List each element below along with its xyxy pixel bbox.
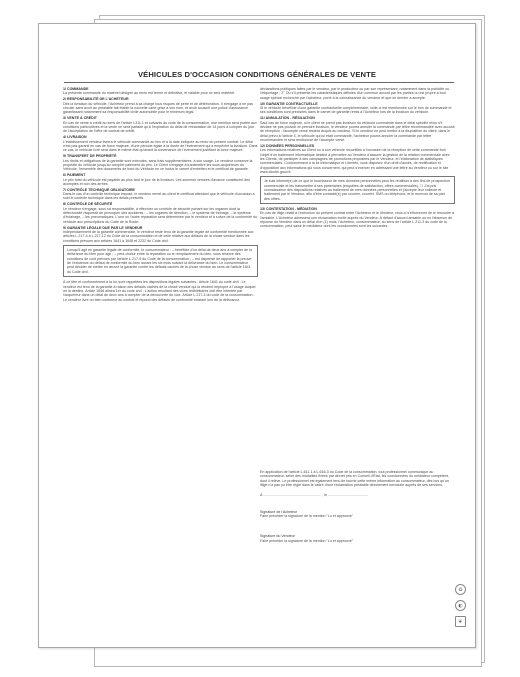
- place-date-line[interactable]: À .......................................................... , le ........................................: [260, 493, 369, 498]
- section-heading: 6/ PAIEMENT: [63, 173, 86, 178]
- buyer-signature-note: Faire précéder la signature de la mention "Lu et approuvé": [260, 514, 354, 519]
- section-controle-technique: [63, 188, 258, 201]
- section-heading: 13/ CONTESTATION - MÉDIATION: [260, 207, 317, 212]
- eco-icons: [455, 584, 469, 632]
- section-body: Si le véhicule bénéficie d'une garantie contractuelle complémentaire, celle-ci est mentionnée sur le bon de commande et ses conditions sont précisées dans le carnet de garantie remis à l'Acheteur lors de la livraison du véhicule.: [260, 105, 452, 115]
- seller-signature-block[interactable]: [260, 534, 456, 543]
- section-garantie-contractuelle: [260, 102, 455, 115]
- section-heading: 5/ TRANSFERT DE PROPRIÉTÉ: [63, 154, 117, 159]
- section-body: La présente commande du matériel désigné au recto est ferme et définitive, et valable pour ce seul matériel.: [63, 91, 235, 96]
- section-body: Dans le cas d'un contrôle technique imposé, le vendeur remet au client le certificat attestant que le véhicule d'occasion a subi le contrôle technique dans les délais prescrits.: [63, 192, 255, 201]
- section-heading: 2/ RESPONSABILITÉ DE L'ACHETEUR: [63, 97, 129, 102]
- section-body: Indépendamment de la garantie commerciale, le vendeur reste tenu de la garantie légale de conformité mentionnée aux articles L.217-4 à L.217-12 du Code de la consommation et de celle relative aux défauts de la chose vendue dans les conditions prévues aux articles 1641 à 1648 et 2232 du Code civil.: [63, 230, 254, 243]
- right-column: [260, 87, 455, 230]
- signature-area: [260, 470, 456, 559]
- mediation-paragraph: En application de l'article L.611-1 à L.616-3 du Code de la consommation, tout professionnel communique au consommateur, selon des modalités fixées par décret pris en Conseil d'État, les coordonnées du médiateur compétent, dont il relève. Le professionnel est également tenu de fournir cette même information au consommateur, dès lors qu'un litige n'a pas pu être réglé dans le cadre d'une réclamation préalable directement introduite auprès de ses services.: [260, 470, 449, 488]
- section-heading: 3/ VENTE À CRÉDIT: [63, 116, 97, 121]
- section-body: Le prix total du véhicule est payable au plus tard le jour de la livraison. Les sommes versées d'avance constituent des acomptes et non des arrhes.: [63, 177, 251, 186]
- buyer-signature-block[interactable]: [260, 510, 456, 519]
- section-heading: 7/ CONTRÔLE TECHNIQUE OBLIGATOIRE: [63, 187, 135, 192]
- section-paiement: [63, 173, 258, 186]
- box-text: Lorsqu'il agit en garantie légale de conformité, le consommateur : – bénéficie d'un délai de deux ans à compter de la délivrance du bien pour agir ; – peut choisir entre la réparation ou le remplacement du bien, sous réserve des conditions de coût prévues par l'article L.217-9 du Code de la consommation ; – est dispensé de rapporter la preuve de l'existence du défaut de conformité du bien durant les six mois suivant la délivrance du bien. Le consommateur peut décider de mettre en œuvre la garantie contre les défauts cachés de la chose vendue au sens de l'article 1641 du Code civil.: [67, 248, 252, 274]
- section-commande: [63, 87, 258, 96]
- section-responsabilite: [63, 97, 258, 114]
- section-body: Sauf cas de force majeure, si le client ne prend pas livraison du véhicule commandé dans le délai spécifié et/ou s'il déclare ne pas pouvoir en prendre livraison, le vendeur pourra annuler la commande par lettre recommandée avec accusé de réception ; l'acompte versé restera acquis au vendeur. Si le vendeur ne peut mettre à la disposition du client, dans le délai prévu à l'article 4, le véhicule qui lui était commandé, l'acheteur pourra annuler la commande par lettre recommandée et sera remboursé de l'acompte versé.: [260, 120, 455, 142]
- title-divider: [64, 82, 454, 83]
- page-title: VÉHICULES D'OCCASION CONDITIONS GÉNÉRALES DE VENTE: [137, 70, 377, 79]
- seller-signature-heading: Signature du Vendeur: [260, 534, 295, 539]
- section-body: En cas de vente à crédit au sens de l'article L311.1 et suivants du code de la consommation, une mention sera portée aux conditions particulières et la vente ne sera parfaite qu'à l'expiration du délai de rétractation de 14 jours à compter du jour de l'acceptation de l'offre de contrat de crédit.: [63, 120, 257, 134]
- section-heading: 11/ ANNULATION - RÉSILIATION: [260, 116, 315, 121]
- section-body: Les informations relatives au Client ou à son véhicule recueillies à l'occasion de la réception de cette commande font l'objet d'un traitement informatique destiné à permettre au Vendeur d'assurer la gestion de la relation commerciale avec les Clients, de participer à des campagnes de promotions proposées par le Vendeur, et l'élaboration de statistiques commerciales. Conformément à la loi Informatique et Libertés, vous disposez d'un droit d'accès, de rectification et d'opposition aux informations qui vous concernent, qui peut s'exercer en adressant une lettre au Vendeur ou sur le site www.bloctel.gouv.fr.: [260, 148, 450, 174]
- document-page: [38, 23, 476, 648]
- section-body: déclarations publiques faites par le vendeur, par le producteur ou par son représentant, notamment dans la publicité ou l'étiquetage ; 2° Ou s'il présente les caractéristiques définies d'un commun accord par les parties ou est propre à tout usage spécial recherché par l'acheteur, porté à la connaissance du vendeur et que ce dernier a accepté.: [260, 87, 450, 100]
- section-heading: 8/ CONTRÔLE DE SÉCURITÉ: [63, 202, 113, 207]
- legal-articles: [63, 280, 258, 302]
- recycle-icon: ♻: [455, 584, 466, 595]
- section-contestation: [260, 207, 455, 229]
- section-donnees-personnelles: [260, 144, 455, 174]
- left-column: [63, 87, 258, 303]
- section-vente-credit: [63, 116, 258, 133]
- section-body: En cas de litige relatif à l'exécution du présent contrat entre l'Acheteur et le Vendeur, ceux-ci s'efforceront de le résoudre à l'amiable. L'Acheteur adressera une réclamation écrite auprès du Vendeur. À défaut d'accord amiable ou en l'absence de réponse du Vendeur dans un délai d'un (1) mois, l'Acheteur, consommateur, au sens de l'article L.211-3 du code de la consommation, peut saisir le médiateur dont les coordonnées sont les suivantes :: [260, 211, 454, 229]
- consent-box[interactable]: [260, 176, 455, 204]
- leaf-icon: ❦: [455, 616, 466, 627]
- section-garantie-legale: [63, 226, 258, 243]
- legal-guarantee-box: [63, 245, 258, 277]
- section-body: Les droits et obligations de la garantie sont exécutés, sans frais supplémentaires, à son usage. Le vendeur conserve la propriété du véhicule jusqu'au complet paiement du prix. Le Client s'engage à transmettre les sous-acquéreurs du Véhicule, l'ensemble des documents de bord du Véhicule en ce inclus le carnet d'entretien et le certificat de garantie.: [63, 158, 253, 172]
- consent-text: Je suis informé(e) de ce que le fournisseur de mes données personnelles peut les réutiliser à des fins de prospection commerciale et les transmettre à ses partenaires (enquêtes de satisfaction, offres commerciales). ☐ J'ai pris connaissance des dispositions relatives au traitement de mes données personnelles et j'accepte leur collecte et traitement par le Vendeur, afin d'être contacté(e) par courrier, courriel, SMS ou téléphone, et le recevoir de sa part des offres.: [264, 179, 450, 201]
- section-livraison: [63, 135, 258, 152]
- section-heading: 4/ LIVRAISON: [63, 135, 87, 140]
- section-heading: 10/ GARANTIE CONTRACTUELLE: [260, 101, 318, 106]
- section-heading: 9/ GARANTIE LÉGALE DUE PAR LE VENDEUR: [63, 225, 143, 230]
- section-body: Le vendeur s'engage, sous sa responsabilité, à effectuer un contrôle de sécurité portant sur les organes dont la défectuosité risquerait de provoquer des accidents : – les organes de direction, – le système de freinage, – le système d'éclairage, – les pneumatiques. L'une ou l'autre réparation sera déterminée par le vendeur et à suivre de la conformité du véhicule aux prescriptions du Code de la Route.: [63, 206, 258, 224]
- section-transfert: [63, 154, 258, 171]
- section-continuation: [260, 87, 455, 100]
- seller-signature-note: Faire précéder la signature de la mention "Lu et approuvé": [260, 538, 354, 543]
- section-heading: 12/ DONNÉES PERSONNELLES: [260, 143, 315, 148]
- section-controle-securite: [63, 202, 258, 224]
- green-dot-icon: ◐: [455, 600, 466, 611]
- section-body: L'établissement vendeur livrera le véhicule commandé au lieu et à la date indiquée au recto du présent contrat. Le délai n'est pas garanti en cas de force majeure, d'une période égale à la durée de l'événement qui a empêché la livraison. Dans ce cas, le véhicule livré sera dans le même état qu'avant la survenance de l'événement justifiant la force majeure.: [63, 139, 258, 153]
- articles-text: À ce titre et conformément à la loi, sont rappelées les dispositions légales suivantes : Article 1641 du code civil : Le vendeur est tenu de la garantie à raison des défauts cachés de la chose vendue qui la rendent impropre à l'usage auquel on la destine. Article 1648 alinéa 1er du code civil : L'action résultant des vices rédhibitoires doit être intentée par l'acquéreur dans un délai de deux ans à compter de la découverte du vice. Article L.217-4 du code de la consommation : Le vendeur livre un bien conforme au contrat et répond des défauts de conformité existant lors de la délivrance.: [63, 280, 256, 302]
- section-body: Dès la livraison du véhicule, l'Acheteur prend à sa charge tous risques de perte et de détérioration. Il s'engage à ne pas circuler sans avoir au préalable fait établir la nouvelle carte grise à son nom, et avoir souscrit une police d'assurance garantissant notamment sa responsabilité civile automobile pour le minimum légal.: [63, 101, 253, 115]
- section-annulation: [260, 116, 455, 142]
- buyer-signature-heading: Signature de l'Acheteur: [260, 509, 298, 514]
- section-heading: 1/ COMMANDE: [63, 87, 89, 91]
